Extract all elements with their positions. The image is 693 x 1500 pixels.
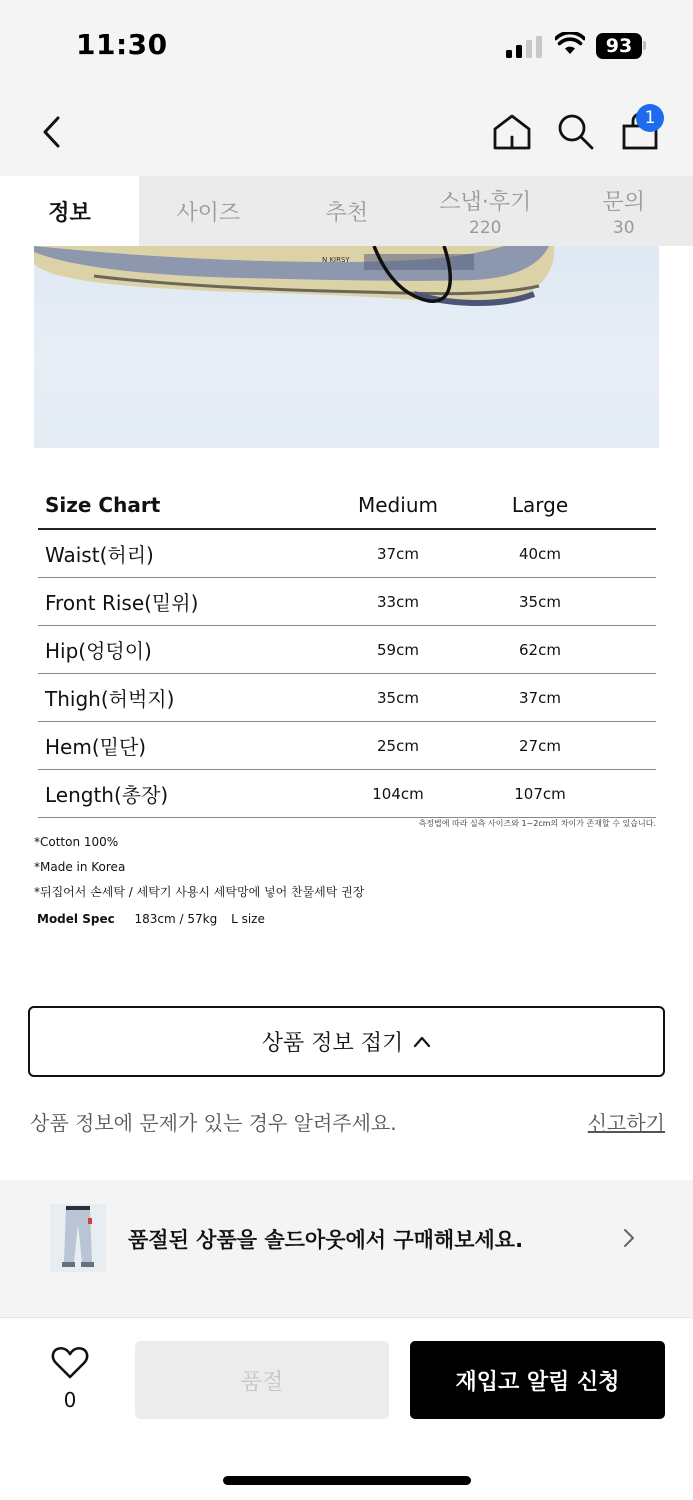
battery-nub: [643, 41, 646, 50]
status-time: 11:30: [76, 28, 168, 61]
collapse-label: 상품 정보 접기: [261, 1031, 404, 1056]
sneaker-illustration: [34, 246, 659, 448]
cart-count-badge: 1: [636, 104, 664, 132]
info-line: *뒤집어서 손세탁 / 세탁기 사용시 세탁망에 넣어 찬물세탁 권장: [34, 885, 365, 899]
tab-label: 추천: [325, 200, 368, 226]
size-chart-table: [38, 482, 656, 818]
tab-info[interactable]: [0, 176, 139, 246]
medium-value: 35cm: [377, 688, 419, 707]
model-spec-size: L size: [231, 912, 265, 926]
row-label: Length(총장): [45, 783, 169, 807]
home-indicator: [223, 1476, 471, 1485]
heart-icon[interactable]: [51, 1346, 89, 1380]
row-label: Hip(엉덩이): [45, 639, 152, 663]
measurement-note: 측정법에 따라 실측 사이즈와 1~2cm의 차이가 존재할 수 있습니다.: [418, 819, 656, 828]
product-photo: [34, 246, 659, 448]
table-row: [38, 530, 656, 578]
soldout-banner[interactable]: [0, 1180, 693, 1317]
medium-value: 37cm: [377, 544, 419, 563]
model-spec-label: Model Spec: [37, 912, 115, 926]
large-value: 62cm: [519, 640, 561, 659]
battery-indicator: 93: [596, 33, 642, 59]
chevron-up-icon: [413, 1033, 431, 1051]
large-value: 27cm: [519, 736, 561, 755]
row-label: Hem(밑단): [45, 735, 147, 759]
table-row: [38, 578, 656, 626]
tab-count: 220: [469, 217, 502, 238]
model-spec: [37, 912, 275, 926]
large-value: 40cm: [519, 544, 561, 563]
tab-inquiry[interactable]: [555, 176, 693, 246]
bottom-action-bar: [0, 1317, 693, 1500]
medium-value: 104cm: [372, 784, 424, 803]
row-label: Waist(허리): [45, 543, 154, 567]
column-large: Large: [511, 493, 569, 517]
large-value: 107cm: [514, 784, 566, 803]
back-arrow-icon[interactable]: [32, 110, 76, 154]
medium-value: 33cm: [377, 592, 419, 611]
tab-label: 사이즈: [176, 200, 241, 226]
collapse-product-info-button[interactable]: [28, 1006, 665, 1077]
svg-text:N KIRSY: N KIRSY: [322, 256, 350, 264]
search-icon[interactable]: [554, 110, 598, 154]
report-prompt: 상품 정보에 문제가 있는 경우 알려주세요.: [30, 1111, 397, 1135]
large-value: 37cm: [519, 688, 561, 707]
restock-alert-button[interactable]: 재입고 알림 신청: [410, 1341, 665, 1419]
table-row: [38, 626, 656, 674]
table-row: [38, 674, 656, 722]
medium-value: 59cm: [377, 640, 419, 659]
chevron-right-icon: [620, 1226, 638, 1250]
soldout-banner-text: 품절된 상품을 솔드아웃에서 구매해보세요.: [128, 1228, 524, 1252]
tab-recommend[interactable]: [278, 176, 417, 246]
product-tabs: [0, 176, 693, 246]
product-info-lines: [34, 834, 364, 909]
large-value: 35cm: [519, 592, 561, 611]
like-count: 0: [63, 1388, 77, 1412]
table-row: [38, 770, 656, 818]
tab-label: 정보: [48, 200, 91, 226]
product-thumbnail: [50, 1204, 106, 1272]
row-label: Front Rise(밑위): [45, 591, 199, 615]
wifi-icon: [555, 32, 585, 56]
top-nav: [0, 92, 693, 176]
status-bar: [0, 0, 693, 92]
report-link[interactable]: 신고하기: [587, 1111, 665, 1135]
tab-count: 30: [612, 217, 635, 238]
row-label: Thigh(허벅지): [45, 687, 175, 711]
tab-size[interactable]: [139, 176, 278, 246]
size-chart-header: [38, 482, 656, 530]
cellular-signal-icon: [506, 36, 542, 58]
info-line: *Cotton 100%: [34, 835, 119, 849]
info-line: *Made in Korea: [34, 860, 126, 874]
tab-snap-review[interactable]: [416, 176, 555, 246]
home-icon[interactable]: [490, 110, 534, 154]
column-medium: Medium: [358, 493, 438, 517]
medium-value: 25cm: [377, 736, 419, 755]
table-row: [38, 722, 656, 770]
size-chart-title: Size Chart: [45, 493, 161, 517]
tab-label: 스냅·후기: [439, 189, 532, 215]
model-spec-body: 183cm / 57kg: [134, 912, 218, 926]
soldout-button: 품절: [135, 1341, 389, 1419]
tab-label: 문의: [602, 189, 645, 215]
